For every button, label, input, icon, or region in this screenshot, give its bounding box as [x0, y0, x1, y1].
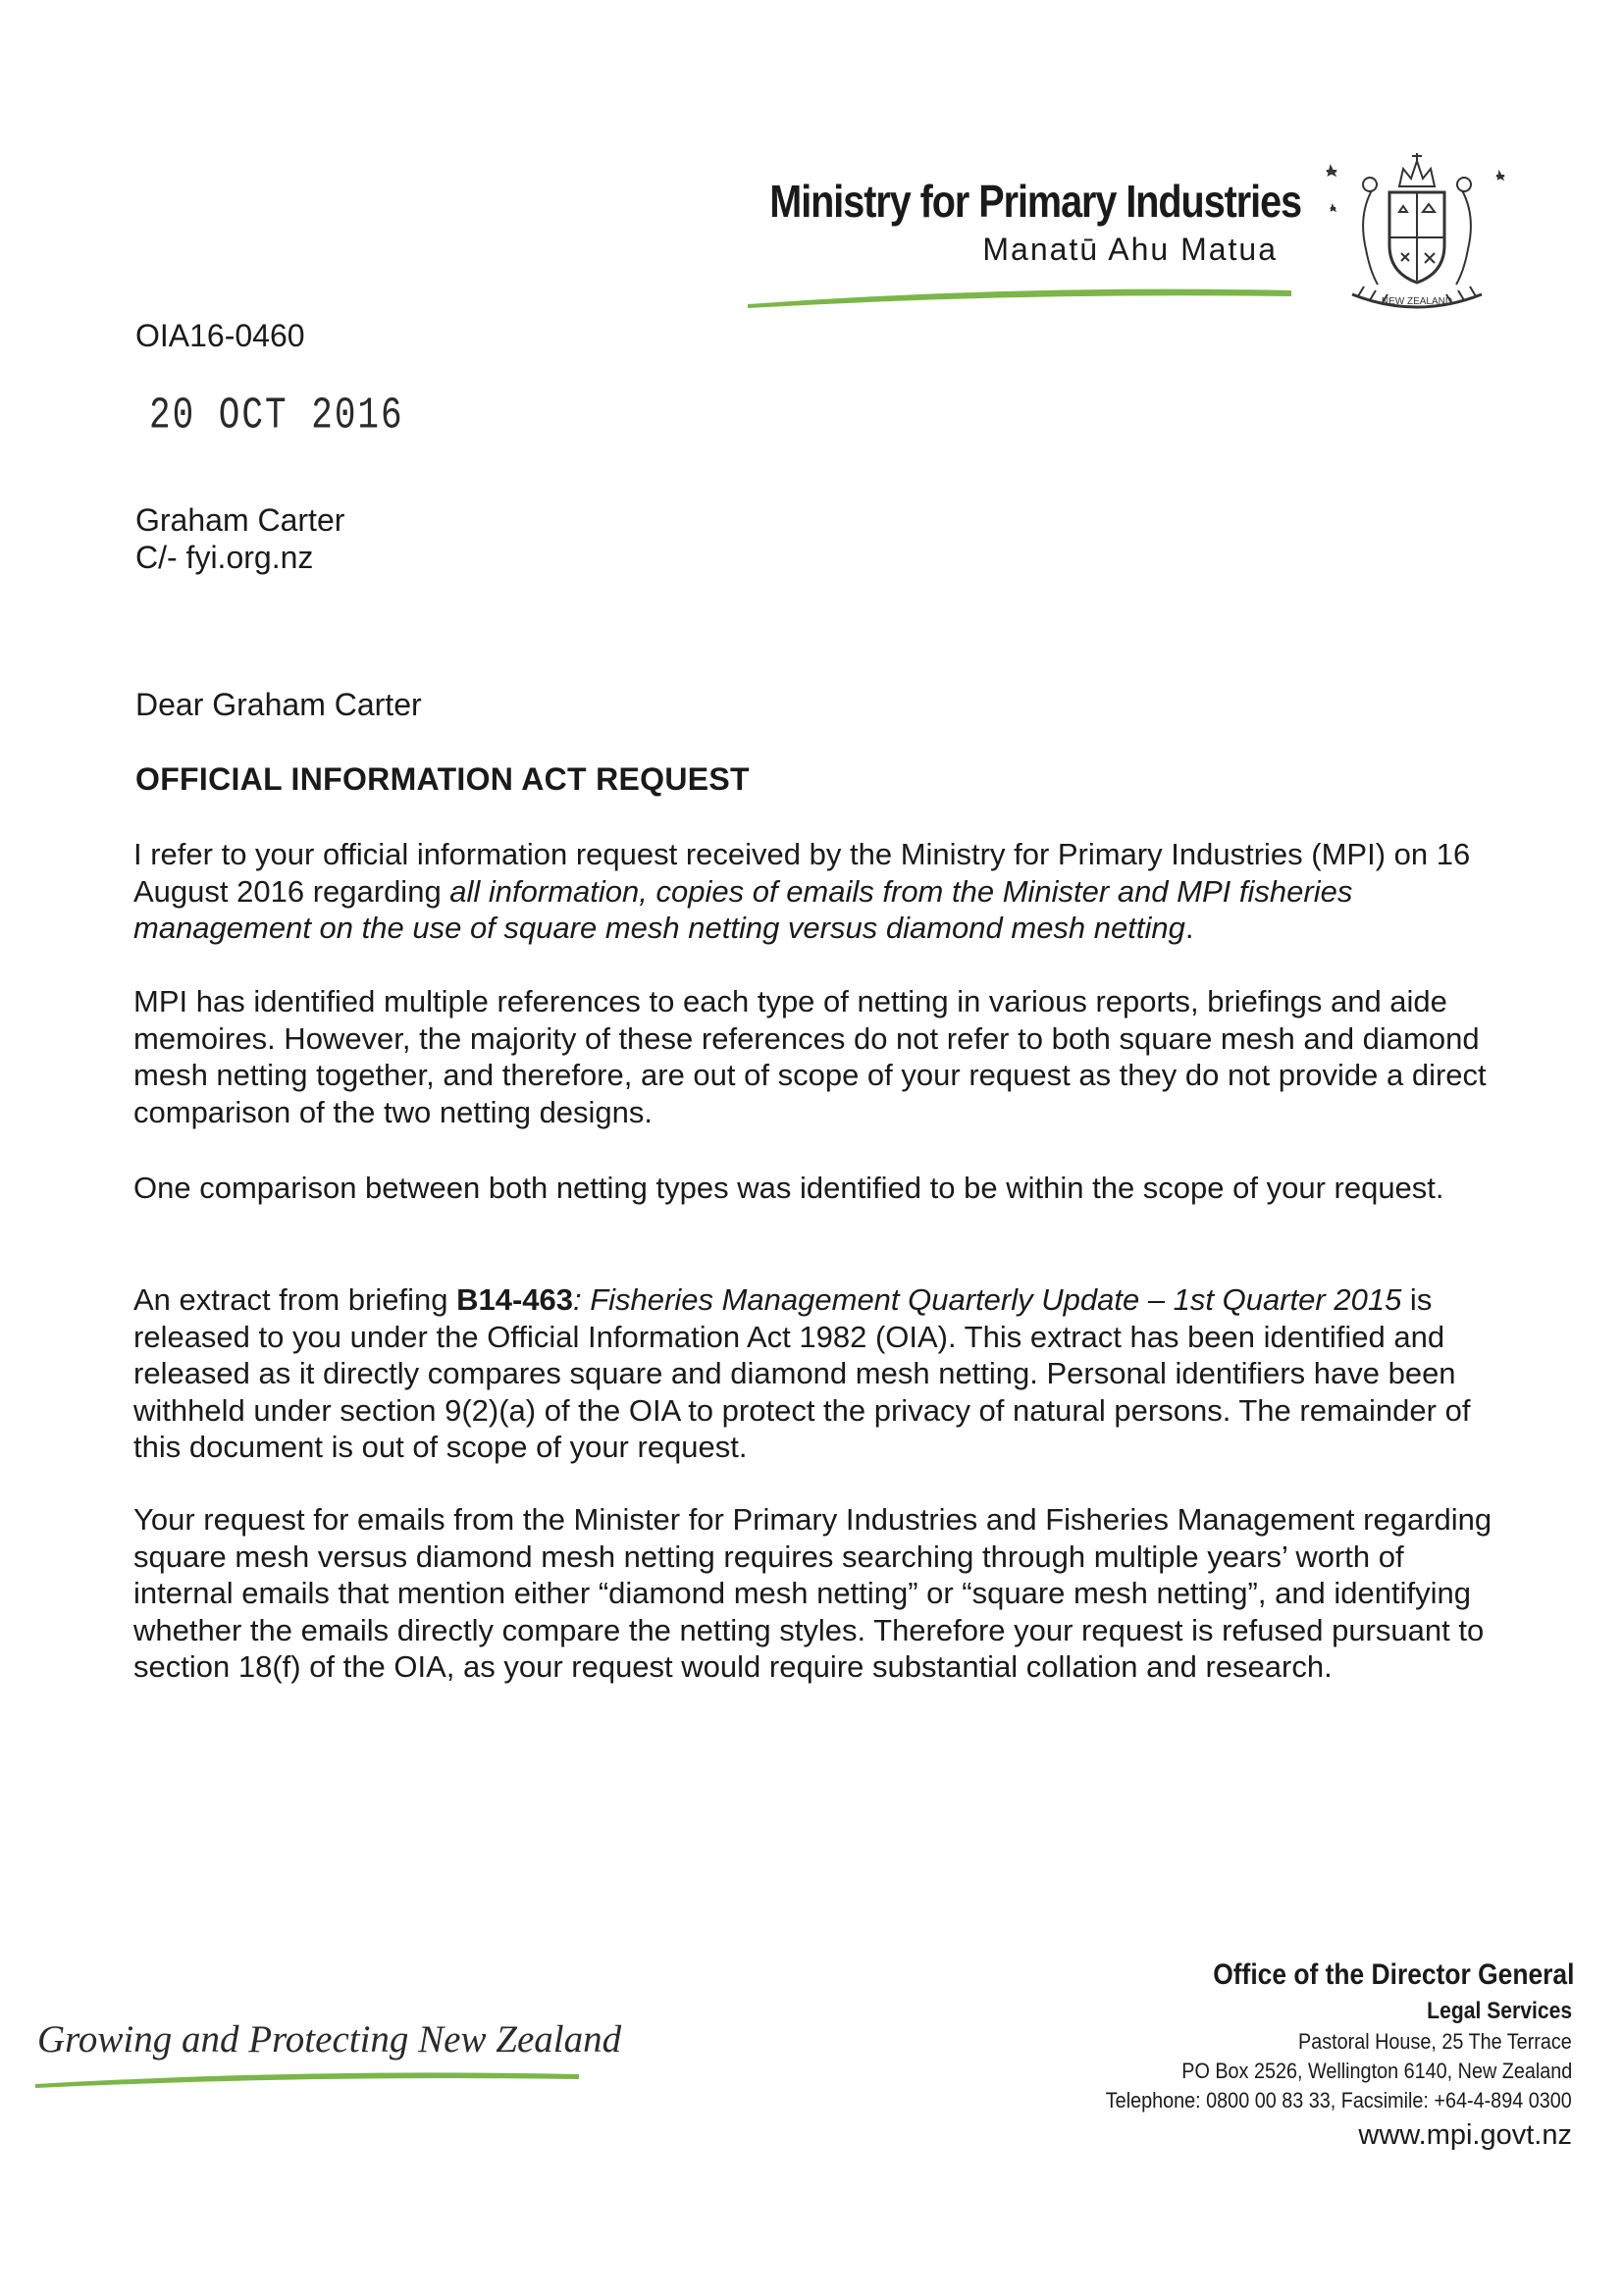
- crest-motto: NEW ZEALAND: [1381, 296, 1453, 307]
- briefing-reference: B14-463: [456, 1282, 573, 1317]
- footer-swoosh: [33, 2066, 583, 2088]
- footer-swoosh-path: [35, 2072, 579, 2088]
- paragraph-4-rest: is released to you under the Official Information Act 1982 (OIA). This extract has been identified and released as it directly compares square and diamond mesh netting. Personal identifiers have been withheld under section 9(2)(a) of the OIA to protect the privacy of natural persons. The remainder of this document is out of scope of your request.: [133, 1282, 1471, 1464]
- paragraph-1: [133, 836, 1493, 947]
- paragraph-4-start: An extract from briefing: [133, 1282, 457, 1317]
- paragraph-1-italic: all information, copies of emails from the Minister and MPI fisheries management on the use of square mesh netting versus diamond mesh netting: [133, 873, 1353, 945]
- salutation: Dear Graham Carter: [135, 687, 422, 722]
- recipient-address: C/- fyi.org.nz: [135, 540, 314, 575]
- header-swoosh-path: [748, 289, 1291, 308]
- oia-reference: OIA16-0460: [135, 318, 305, 353]
- footer-website-link[interactable]: www.mpi.govt.nz: [1358, 2119, 1572, 2151]
- paragraph-5: Your request for emails from the Minister for Primary Industries and Fisheries Management regarding square mesh versus diamond mesh netting requires searching through multiple years’ worth of internal emails that mention either “diamond mesh netting” or “square mesh netting”, and identifying whether the emails directly compare the netting styles. Therefore your request is refused pursuant to section 18(f) of the OIA, as your request would require substantial collation and research.: [133, 1502, 1492, 1684]
- footer-office: Office of the Director General: [1212, 1958, 1574, 1991]
- paragraph-1-end: .: [1184, 911, 1194, 945]
- letter-subject: OFFICIAL INFORMATION ACT REQUEST: [135, 761, 750, 797]
- paragraph-4: [133, 1281, 1493, 1466]
- footer-address-line-1: Pastoral House, 25 The Terrace: [1298, 2029, 1572, 2054]
- footer-tagline: Growing and Protecting New Zealand: [37, 2018, 622, 2061]
- paragraph-2: MPI has identified multiple references to each type of netting in various reports, briefings and aide memoires. However, the majority of these references do not refer to both square mesh and diamond mesh netting together, and therefore, are out of scope of your request as they do not provide a direct comparison of the two netting designs.: [133, 984, 1487, 1129]
- footer-address-line-2: PO Box 2526, Wellington 6140, New Zealand: [1180, 2059, 1572, 2083]
- ministry-name: Ministry for Primary Industries: [769, 176, 1302, 227]
- ministry-maori-name: Manatū Ahu Matua: [982, 232, 1278, 267]
- footer-department: Legal Services: [1427, 1998, 1572, 2024]
- footer-phone-line: Telephone: 0800 00 83 33, Facsimile: +64-4-894 0300: [1106, 2088, 1572, 2113]
- nz-coat-of-arms-icon: [1313, 147, 1521, 320]
- date-stamp: 20 OCT 2016: [149, 391, 404, 442]
- paragraph-3: One comparison between both netting types was identified to be within the scope of your request.: [133, 1171, 1444, 1205]
- briefing-title: : Fisheries Management Quarterly Update – 1st Quarter 2015: [573, 1282, 1402, 1317]
- recipient-name: Graham Carter: [135, 502, 345, 538]
- paragraph-1-text: I refer to your official information request received by the Ministry for Primary Industries (MPI) on 16 August 2016 regarding: [133, 837, 1471, 909]
- header-swoosh: [746, 281, 1295, 310]
